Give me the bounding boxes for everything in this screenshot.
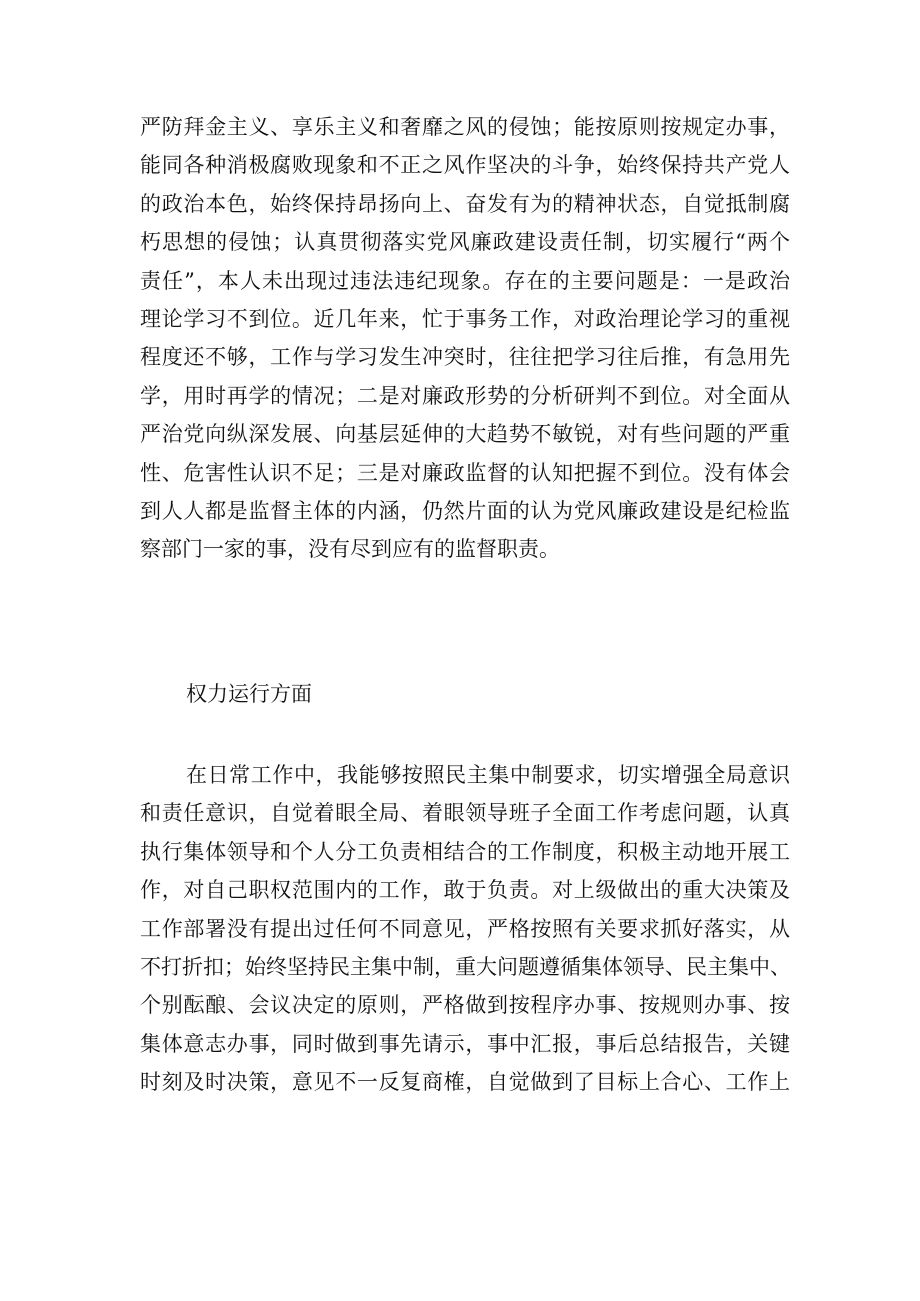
paragraph-line: 责任”，本人未出现过违法违纪现象。存在的主要问题是：一是政治 — [140, 268, 790, 293]
paragraph-line: 性、危害性认识不足；三是对廉政监督的认知把握不到位。没有体会 — [140, 460, 790, 485]
paragraph-line: 严治党向纵深发展、向基层延伸的大趋势不敏锐，对有些问题的严重 — [140, 422, 790, 447]
paragraph-line: 理论学习不到位。近几年来，忙于事务工作，对政治理论学习的重视 — [140, 306, 790, 331]
paragraph-line: 能同各种消极腐败现象和不正之风作坚决的斗争，始终保持共产党人 — [140, 153, 790, 178]
paragraph-line: 严防拜金主义、享乐主义和奢靡之风的侵蚀；能按原则按规定办事， — [140, 115, 790, 139]
paragraph-power-operation — [140, 756, 790, 1102]
paragraph-line: 工作部署没有提出过任何不同意见，严格按照有关要求抓好落实，从 — [140, 916, 790, 941]
paragraph-line: 程度还不够，工作与学习发生冲突时，往往把学习往后推，有急用先 — [140, 345, 790, 370]
paragraph-line: 集体意志办事，同时做到事先请示，事中汇报，事后总结报告，关键 — [140, 1031, 790, 1056]
paragraph-line: 个别酝酿、会议决定的原则，严格做到按程序办事、按规则办事、按 — [140, 993, 790, 1018]
section-heading-text: 权力运行方面 — [186, 682, 312, 706]
paragraph-line: 察部门一家的事，没有尽到应有的监督职责。 — [140, 537, 560, 562]
paragraph-line: 不打折扣；始终坚持民主集中制，重大问题遵循集体领导、民主集中、 — [140, 954, 791, 979]
paragraph-line: 和责任意识，自觉着眼全局、着眼领导班子全面工作考虑问题，认真 — [140, 801, 790, 826]
section-heading — [140, 675, 790, 713]
paragraph-line: 时刻及时决策，意见不一反复商榷，自觉做到了目标上合心、工作上 — [140, 1070, 790, 1095]
paragraph-line: 学，用时再学的情况；二是对廉政形势的分析研判不到位。对全面从 — [140, 383, 790, 408]
paragraph-line: 在日常工作中，我能够按照民主集中制要求，切实增强全局意识 — [186, 763, 790, 787]
paragraph-integrity — [140, 108, 790, 569]
paragraph-line: 执行集体领导和个人分工负责相结合的工作制度，积极主动地开展工 — [140, 839, 790, 864]
paragraph-line: 到人人都是监督主体的内涵，仍然片面的认为党风廉政建设是纪检监 — [140, 498, 790, 523]
paragraph-line: 朽思想的侵蚀；认真贯彻落实党风廉政建设责任制，切实履行“两个 — [140, 230, 790, 255]
paragraph-line: 的政治本色，始终保持昂扬向上、奋发有为的精神状态，自觉抵制腐 — [140, 191, 790, 216]
paragraph-line: 作，对自己职权范围内的工作，敢于负责。对上级做出的重大决策及 — [140, 878, 790, 903]
